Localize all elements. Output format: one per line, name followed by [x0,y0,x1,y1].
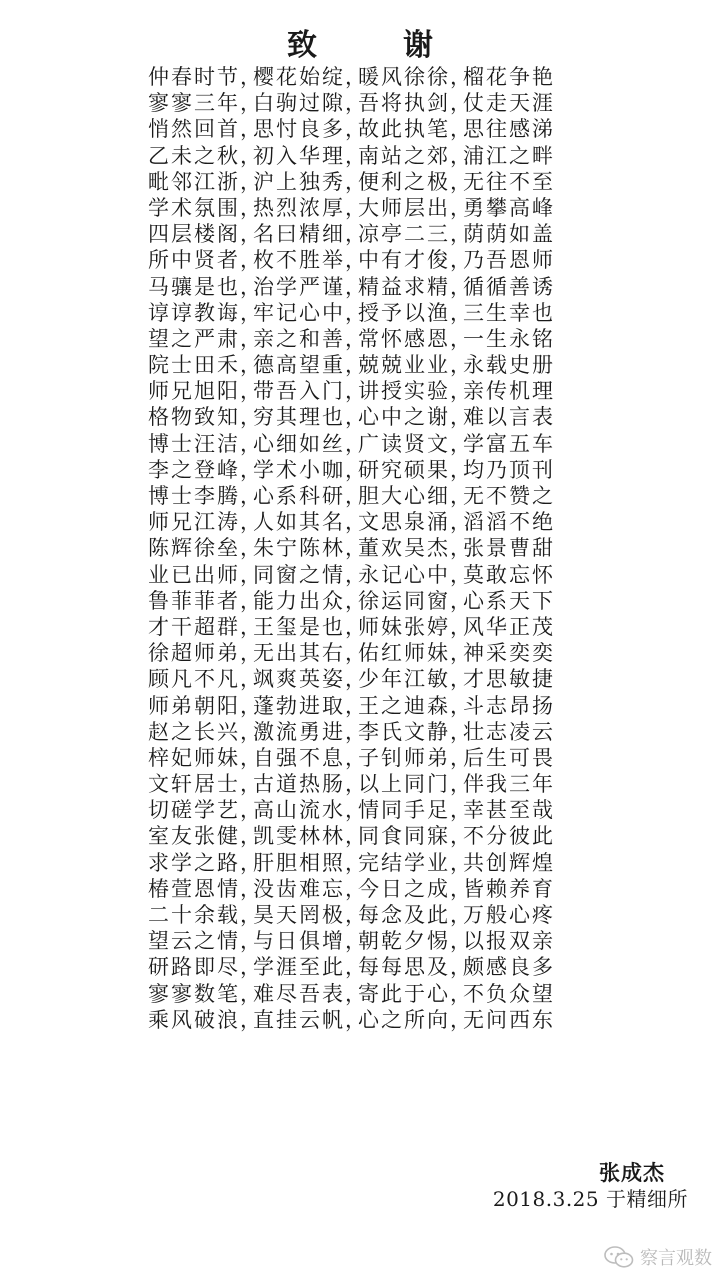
poem-phrase: 王之迪森， [358,693,473,718]
poem-phrase: 求学之路， [148,850,263,875]
poem-phrase: 无往不至 [463,169,555,194]
poem-phrase: 人如其名， [253,510,368,535]
poem-line [148,64,568,90]
poem-phrase: 不负众望 [463,981,555,1006]
poem-line [148,666,568,692]
poem-phrase: 兢兢业业， [358,353,473,378]
poem-phrase: 徐运同窗， [358,588,473,613]
poem-phrase: 每念及此， [358,903,473,927]
wechat-icon [604,1246,634,1268]
poem-phrase: 同窗之情， [253,562,368,587]
poem-phrase: 热烈浓厚， [253,195,368,220]
poem-phrase: 吾将执剑， [358,91,473,116]
poem-phrase: 顾凡不凡， [148,667,263,692]
poem-line [148,326,568,352]
poem-line [148,797,568,823]
poem-phrase: 一生永铭 [463,326,555,351]
poem-phrase: 白驹过隙， [253,91,368,116]
poem-phrase: 神采奕奕 [463,641,555,666]
poem-phrase: 今日之成， [358,876,473,901]
poem-line [148,169,568,195]
poem-phrase: 樱花始绽， [253,65,368,89]
poem-phrase: 牢记心中， [253,300,368,325]
poem-line [148,850,568,876]
poem-phrase: 心系天下 [463,588,555,613]
poem-phrase: 毗邻江浙， [148,169,263,194]
watermark-text: 察言观数 [640,1248,712,1269]
poem-phrase: 陈辉徐垒， [148,536,263,561]
poem-phrase: 昊天罔极， [253,903,368,927]
poem-phrase: 才干超群， [148,614,263,639]
poem-phrase: 师兄江涛， [148,510,263,535]
poem-line [148,981,568,1007]
poem-line [148,352,568,378]
poem-phrase: 研究硕果， [358,457,473,482]
poem-phrase: 蓬勃进取， [253,693,368,718]
poem-phrase: 室友张健， [148,824,263,849]
poem-phrase: 暖风徐徐， [358,65,473,89]
poem-phrase: 凉亭二三， [358,222,473,247]
poem-phrase: 赵之长兴， [148,719,263,744]
poem-phrase: 共创辉煌 [463,850,555,875]
poem-phrase: 望云之情， [148,929,263,954]
poem-phrase: 学富五车 [463,431,555,456]
poem-phrase: 思忖良多， [253,117,368,142]
poem-phrase: 名曰精细， [253,222,368,247]
poem-phrase: 师妹张婷， [358,614,473,639]
poem-phrase: 凯雯林林， [253,824,368,849]
poem-phrase: 难以言表 [463,405,555,430]
poem-phrase: 枚不胜举， [253,248,368,273]
poem-phrase: 以报双亲 [463,929,555,954]
poem-phrase: 激流勇进， [253,719,368,744]
poem-phrase: 难尽吾表， [253,981,368,1006]
poem-phrase: 情同手足， [358,798,473,823]
poem-line [148,1007,568,1033]
poem-phrase: 学术小咖， [253,457,368,482]
poem-phrase: 椿萱恩情， [148,876,263,901]
poem-phrase: 精益求精， [358,274,473,299]
poem-phrase: 治学严谨， [253,274,368,299]
poem-phrase: 少年江敏， [358,667,473,692]
poem-phrase: 以上同门， [358,772,473,797]
poem-phrase: 斗志昂扬 [463,693,555,718]
poem-phrase: 仲春时节， [148,65,263,89]
date-place: 2018.3.25 于精细所 [492,1187,688,1211]
poem-phrase: 寥寥三年， [148,91,263,116]
poem-phrase: 荫荫如盖 [463,222,555,247]
poem-phrase: 壮志凌云 [463,719,555,744]
poem-line [148,954,568,980]
poem-phrase: 永记心中， [358,562,473,587]
poem-phrase: 讲授实验， [358,379,473,404]
poem-phrase: 无出其右， [253,641,368,666]
poem-phrase: 亲传机理 [463,379,555,404]
poem-phrase: 广读贤文， [358,431,473,456]
poem-line [148,876,568,902]
poem-phrase: 徐超师弟， [148,641,263,666]
poem-phrase: 德高望重， [253,353,368,378]
poem-phrase: 寄此于心， [358,981,473,1006]
acknowledgement-poem [148,64,568,1033]
poem-phrase: 穷其理也， [253,405,368,430]
poem-phrase: 研路即尽， [148,955,263,980]
poem-phrase: 佑红师妹， [358,641,473,666]
poem-line [148,457,568,483]
poem-phrase: 业已出师， [148,562,263,587]
poem-line [148,693,568,719]
poem-line [148,195,568,221]
poem-phrase: 完结学业， [358,850,473,875]
poem-phrase: 均乃顶刊 [463,457,555,482]
poem-phrase: 勇攀高峰 [463,195,555,220]
poem-line [148,928,568,954]
poem-phrase: 无不赞之 [463,484,555,508]
poem-phrase: 文轩居士， [148,772,263,797]
poem-phrase: 谆谆教诲， [148,300,263,325]
poem-phrase: 中有才俊， [358,248,473,273]
poem-phrase: 望之严肃， [148,326,263,351]
poem-phrase: 子钊师弟， [358,745,473,770]
poem-phrase: 皆赖养育 [463,876,555,901]
poem-phrase: 故此执笔， [358,117,473,142]
poem-phrase: 张景曹甜 [463,536,555,561]
poem-phrase: 朱宁陈林， [253,536,368,561]
poem-phrase: 乃吾恩师 [463,248,555,273]
poem-phrase: 王玺是也， [253,614,368,639]
poem-phrase: 梓妃师妹， [148,745,263,770]
poem-phrase: 心细如丝， [253,431,368,456]
author-signature: 张成杰 [599,1160,665,1185]
poem-phrase: 循循善诱 [463,274,555,299]
poem-phrase: 格物致知， [148,405,263,430]
poem-phrase: 二十余载， [148,903,263,927]
poem-phrase: 董欢吴杰， [358,536,473,561]
poem-phrase: 同食同寐， [358,824,473,849]
poem-phrase: 滔滔不绝 [463,510,555,535]
poem-line [148,902,568,928]
poem-phrase: 心之所向， [358,1007,473,1032]
poem-phrase: 大师层出， [358,195,473,220]
poem-line [148,640,568,666]
poem-phrase: 伴我三年 [463,772,555,797]
poem-line [148,562,568,588]
poem-phrase: 高山流水， [253,798,368,823]
poem-phrase: 悄然回首， [148,117,263,142]
poem-line [148,588,568,614]
poem-phrase: 乙未之秋， [148,143,263,168]
poem-phrase: 思往感涕 [463,117,555,142]
watermark [604,1244,712,1270]
poem-phrase: 万般心疼 [463,903,555,927]
poem-phrase: 飒爽英姿， [253,667,368,692]
poem-phrase: 授予以渔， [358,300,473,325]
poem-phrase: 每每思及， [358,955,473,980]
poem-line [148,823,568,849]
poem-phrase: 仗走天涯 [463,91,555,116]
poem-phrase: 三生幸也 [463,300,555,325]
poem-phrase: 古道热肠， [253,772,368,797]
poem-phrase: 颇感良多 [463,955,555,980]
poem-phrase: 四层楼阁， [148,222,263,247]
poem-phrase: 莫敢忘怀 [463,562,555,587]
poem-phrase: 自强不息， [253,745,368,770]
poem-phrase: 博士李腾， [148,484,263,508]
poem-phrase: 不分彼此 [463,824,555,849]
poem-phrase: 心系科研， [253,484,368,508]
page-title: 致 谢 [287,28,461,63]
poem-phrase: 心中之谢， [358,405,473,430]
poem-phrase: 师弟朝阳， [148,693,263,718]
poem-phrase: 学涯至此， [253,955,368,980]
poem-phrase: 幸甚至哉 [463,798,555,823]
poem-phrase: 便利之极， [358,169,473,194]
poem-line [148,300,568,326]
poem-phrase: 肝胆相照， [253,850,368,875]
poem-phrase: 榴花争艳 [463,65,555,89]
poem-phrase: 博士汪洁， [148,431,263,456]
poem-line [148,509,568,535]
poem-phrase: 与日俱增， [253,929,368,954]
poem-phrase: 无问西东 [463,1007,555,1032]
poem-phrase: 永载史册 [463,353,555,378]
poem-line [148,378,568,404]
poem-phrase: 切磋学艺， [148,798,263,823]
poem-phrase: 沪上独秀， [253,169,368,194]
poem-line [148,771,568,797]
poem-line [148,535,568,561]
poem-phrase: 李氏文静， [358,719,473,744]
poem-line [148,719,568,745]
poem-phrase: 院士田禾， [148,353,263,378]
poem-phrase: 学术氛围， [148,195,263,220]
poem-phrase: 马骧是也， [148,274,263,299]
poem-phrase: 后生可畏 [463,745,555,770]
poem-line [148,614,568,640]
poem-line [148,745,568,771]
poem-line [148,431,568,457]
poem-phrase: 风华正茂 [463,614,555,639]
poem-phrase: 亲之和善， [253,326,368,351]
poem-phrase: 胆大心细， [358,484,473,508]
poem-line [148,116,568,142]
poem-phrase: 南站之郊， [358,143,473,168]
poem-phrase: 李之登峰， [148,457,263,482]
poem-phrase: 寥寥数笔， [148,981,263,1006]
poem-phrase: 所中贤者， [148,248,263,273]
poem-phrase: 带吾入门， [253,379,368,404]
poem-phrase: 才思敏捷 [463,667,555,692]
poem-phrase: 浦江之畔 [463,143,555,168]
poem-phrase: 直挂云帆， [253,1007,368,1032]
poem-phrase: 没齿难忘， [253,876,368,901]
poem-line [148,143,568,169]
poem-phrase: 文思泉涌， [358,510,473,535]
poem-phrase: 乘风破浪， [148,1007,263,1032]
poem-line [148,247,568,273]
poem-phrase: 能力出众， [253,588,368,613]
poem-line [148,221,568,247]
poem-phrase: 鲁菲菲者， [148,588,263,613]
poem-phrase: 朝乾夕惕， [358,929,473,954]
poem-line [148,404,568,430]
poem-line [148,483,568,509]
poem-phrase: 初入华理， [253,143,368,168]
poem-line [148,274,568,300]
poem-phrase: 师兄旭阳， [148,379,263,404]
poem-phrase: 常怀感恩， [358,326,473,351]
poem-line [148,90,568,116]
